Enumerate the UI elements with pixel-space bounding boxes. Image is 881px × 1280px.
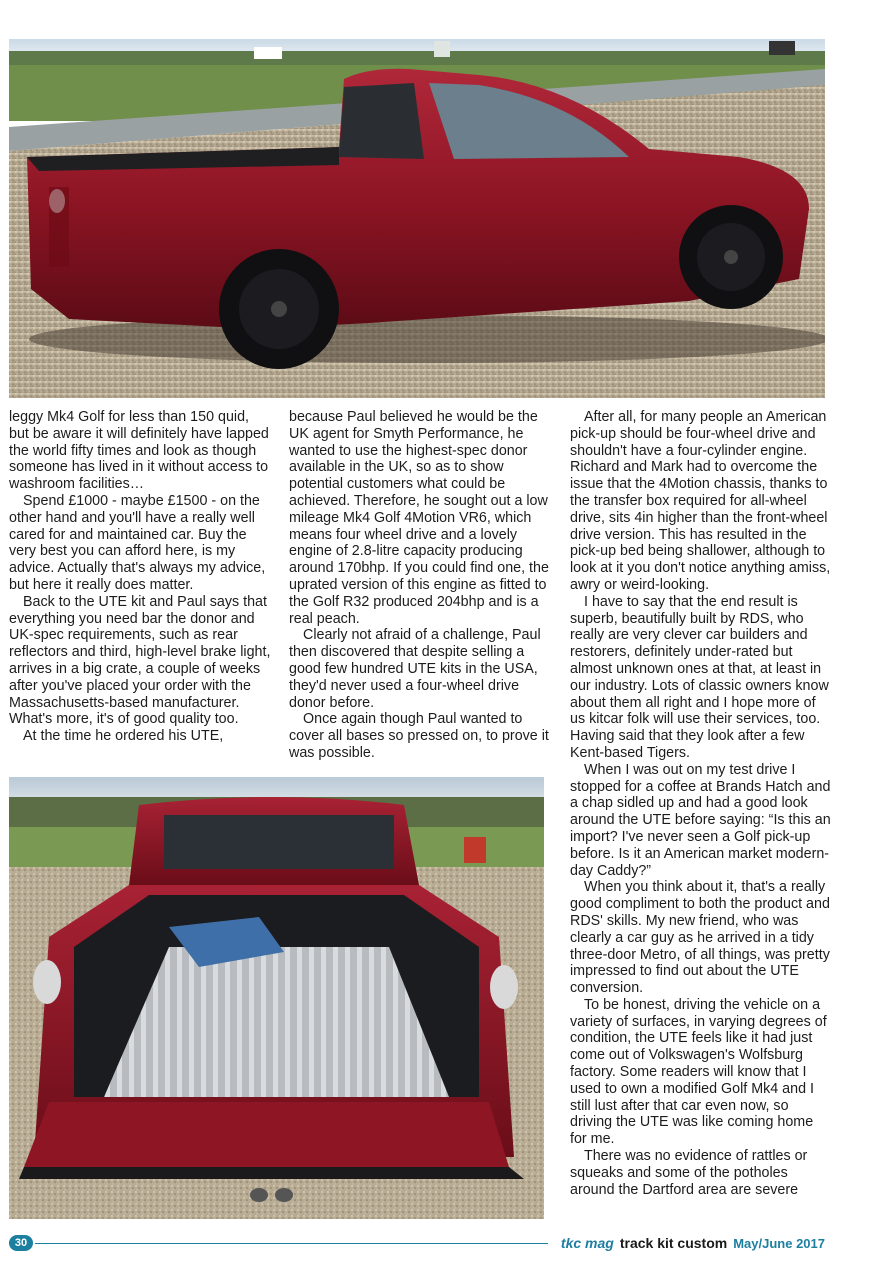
page-number: 30 (9, 1235, 33, 1251)
paragraph: because Paul believed he would be the UK agent for Smyth Performance, he wanted to use the highest-spec donor available in the UK, so as to show potential customers what could be achieved. Therefore, he sought out a low mileage Mk4 Golf 4Motion VR6, which means four wheel drive and a lovely engine of 2.8-litre capacity producing around 170bhp. If you could find one, the uprated version of this engine as fitted to the Golf R32 produced 204bhp and is a real peach. (289, 409, 549, 627)
top-photo-illustration (9, 39, 825, 398)
paragraph: After all, for many people an American pick-up should be four-wheel drive and shouldn't have a four-cylinder engine. Richard and Mark had to overcome the issue that the 4Motion chassis, thanks to the transfer box required for all-wheel drive, sits 4in higher than the front-wheel drive version. This has resulted in the pick-up bed being shallower, although to look at it you don't notice anything amiss, awry or weird-looking. (570, 409, 831, 593)
paragraph: Once again though Paul wanted to cover all bases so pressed on, to prove it was possible. (289, 711, 549, 761)
paragraph: At the time he ordered his UTE, (23, 728, 224, 745)
page-footer (0, 1230, 881, 1260)
issue-date: May/June 2017 (733, 1236, 825, 1251)
paragraph: Back to the UTE kit and Paul says that everything you need bar the donor and UK-spec requirements, such as rear reflectors and third, high-level brake light, arrives in a big crate, a couple of weeks after you've placed your order with the Massachusetts-based manufacturer. What's more, it's of good quality too. (9, 593, 271, 728)
top-photo-pickup-side (9, 39, 825, 398)
paragraph: leggy Mk4 Golf for less than 150 quid, but be aware it will definitely have lapped the world fifty times and look as though someone has lived in it without access to washroom facilities… (9, 409, 269, 493)
magazine-short-name: tkc mag (560, 1235, 614, 1251)
paragraph: There was no evidence of rattles or squeaks and some of the potholes around the Dartford area are severe (570, 1148, 808, 1198)
footer-rule (35, 1243, 548, 1244)
paragraph: When I was out on my test drive I stopped for a coffee at Brands Hatch and a chap sidled up and had a good look around the UTE before saying: “Is this an import? I've never seen a Golf pick-up before. Is it an American market modern-day Caddy?” (570, 761, 831, 879)
text-column-1 (9, 409, 271, 745)
paragraph: When you think about it, that's a really good compliment to both the product and RDS' skills. My new friend, who was clearly a car guy as he arrived in a tidy three-door Metro, of all things, was pretty impressed to find out about the UTE conversion. (570, 879, 830, 997)
bottom-photo-pickup-bed (9, 777, 544, 1219)
bottom-photo-illustration (9, 777, 544, 1219)
text-column-3 (570, 409, 832, 1198)
paragraph: Clearly not afraid of a challenge, Paul then discovered that despite selling a good few hundred UTE kits in the USA, they'd never used a four-wheel drive donor before. (289, 627, 541, 711)
magazine-brand (561, 1233, 825, 1254)
text-column-2 (289, 409, 551, 762)
paragraph: Spend £1000 - maybe £1500 - on the other hand and you'll have a really well cared for and maintained car. Buy the very best you can afford here, is my advice. Actually that's always my advice, but here it really does matter. (9, 492, 266, 593)
paragraph: To be honest, driving the vehicle on a variety of surfaces, in varying degrees of condition, the UTE feels like it had just come out of Volkswagen's Wolfsburg factory. Some readers will know that I used to own a modified Golf Mk4 and I still lust after that car even now, so driving the UTE was like coming home for me. (570, 996, 827, 1148)
magazine-title: track kit custom (619, 1235, 728, 1251)
paragraph: I have to say that the end result is superb, beautifully built by RDS, who really are very clever car builders and restorers, definitely under-rated but almost unknown ones at that, at least in our industry. Lots of classic owners know about them all right and I hope more of us kitcar folk will use their services, too. Having said that they look after a few Kent-based Tigers. (570, 593, 829, 761)
